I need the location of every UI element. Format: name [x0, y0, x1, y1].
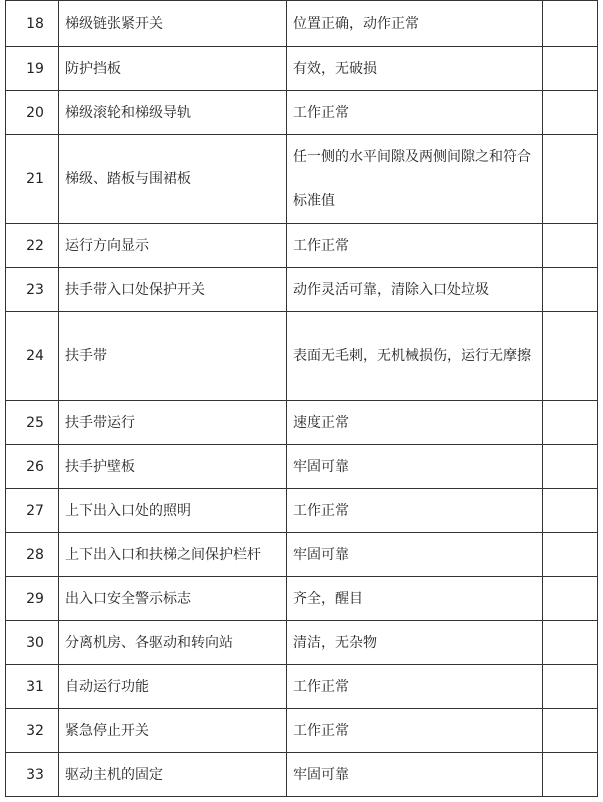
inspection-result-cell[interactable]	[543, 1, 598, 47]
row-number: 23	[6, 268, 59, 312]
inspection-item: 上下出入口和扶梯之间保护栏杆	[59, 533, 287, 577]
row-number: 30	[6, 621, 59, 665]
inspection-item: 防护挡板	[59, 47, 287, 91]
inspection-item: 扶手带运行	[59, 401, 287, 445]
inspection-requirement: 清洁，无杂物	[287, 621, 543, 665]
inspection-item: 自动运行功能	[59, 665, 287, 709]
inspection-requirement: 工作正常	[287, 665, 543, 709]
inspection-result-cell[interactable]	[543, 533, 598, 577]
inspection-requirement: 牢固可靠	[287, 533, 543, 577]
table-row	[6, 753, 598, 797]
table-row	[6, 577, 598, 621]
table-row	[6, 621, 598, 665]
inspection-result-cell[interactable]	[543, 312, 598, 401]
inspection-requirement: 动作灵活可靠，清除入口处垃圾	[287, 268, 543, 312]
inspection-result-cell[interactable]	[543, 489, 598, 533]
inspection-item: 梯级滚轮和梯级导轨	[59, 91, 287, 135]
table-row	[6, 1, 598, 47]
inspection-item: 出入口安全警示标志	[59, 577, 287, 621]
row-number: 27	[6, 489, 59, 533]
row-number: 19	[6, 47, 59, 91]
inspection-item: 梯级、踏板与围裙板	[59, 135, 287, 224]
row-number: 29	[6, 577, 59, 621]
row-number: 26	[6, 445, 59, 489]
inspection-result-cell[interactable]	[543, 709, 598, 753]
table-row	[6, 91, 598, 135]
row-number: 25	[6, 401, 59, 445]
row-number: 20	[6, 91, 59, 135]
inspection-result-cell[interactable]	[543, 135, 598, 224]
inspection-item: 驱动主机的固定	[59, 753, 287, 797]
inspection-item: 扶手护壁板	[59, 445, 287, 489]
table-row	[6, 489, 598, 533]
inspection-result-cell[interactable]	[543, 47, 598, 91]
inspection-requirement: 有效，无破损	[287, 47, 543, 91]
inspection-requirement: 表面无毛刺，无机械损伤，运行无摩擦	[287, 312, 543, 401]
inspection-table	[5, 0, 598, 797]
row-number: 21	[6, 135, 59, 224]
table-row	[6, 401, 598, 445]
table-row	[6, 224, 598, 268]
row-number: 24	[6, 312, 59, 401]
inspection-result-cell[interactable]	[543, 445, 598, 489]
inspection-requirement: 牢固可靠	[287, 445, 543, 489]
table-row	[6, 268, 598, 312]
inspection-result-cell[interactable]	[543, 91, 598, 135]
inspection-item: 梯级链张紧开关	[59, 1, 287, 47]
inspection-item: 分离机房、各驱动和转向站	[59, 621, 287, 665]
inspection-item: 上下出入口处的照明	[59, 489, 287, 533]
table-row	[6, 445, 598, 489]
inspection-requirement: 工作正常	[287, 224, 543, 268]
row-number: 31	[6, 665, 59, 709]
table-row	[6, 665, 598, 709]
row-number: 28	[6, 533, 59, 577]
inspection-result-cell[interactable]	[543, 268, 598, 312]
inspection-requirement: 牢固可靠	[287, 753, 543, 797]
row-number: 18	[6, 1, 59, 47]
inspection-requirement: 工作正常	[287, 91, 543, 135]
table-row	[6, 312, 598, 401]
inspection-requirement: 工作正常	[287, 489, 543, 533]
inspection-result-cell[interactable]	[543, 621, 598, 665]
inspection-result-cell[interactable]	[543, 665, 598, 709]
inspection-table-body	[6, 1, 598, 797]
inspection-result-cell[interactable]	[543, 401, 598, 445]
inspection-result-cell[interactable]	[543, 753, 598, 797]
table-row	[6, 47, 598, 91]
table-row	[6, 533, 598, 577]
row-number: 22	[6, 224, 59, 268]
inspection-requirement: 齐全，醒目	[287, 577, 543, 621]
inspection-result-cell[interactable]	[543, 577, 598, 621]
inspection-item: 运行方向显示	[59, 224, 287, 268]
table-row	[6, 709, 598, 753]
inspection-requirement: 任一侧的水平间隙及两侧间隙之和符合标准值	[287, 135, 543, 224]
inspection-requirement: 速度正常	[287, 401, 543, 445]
table-row	[6, 135, 598, 224]
inspection-requirement: 位置正确，动作正常	[287, 1, 543, 47]
row-number: 32	[6, 709, 59, 753]
inspection-requirement: 工作正常	[287, 709, 543, 753]
inspection-item: 扶手带入口处保护开关	[59, 268, 287, 312]
inspection-item: 扶手带	[59, 312, 287, 401]
inspection-result-cell[interactable]	[543, 224, 598, 268]
row-number: 33	[6, 753, 59, 797]
inspection-item: 紧急停止开关	[59, 709, 287, 753]
